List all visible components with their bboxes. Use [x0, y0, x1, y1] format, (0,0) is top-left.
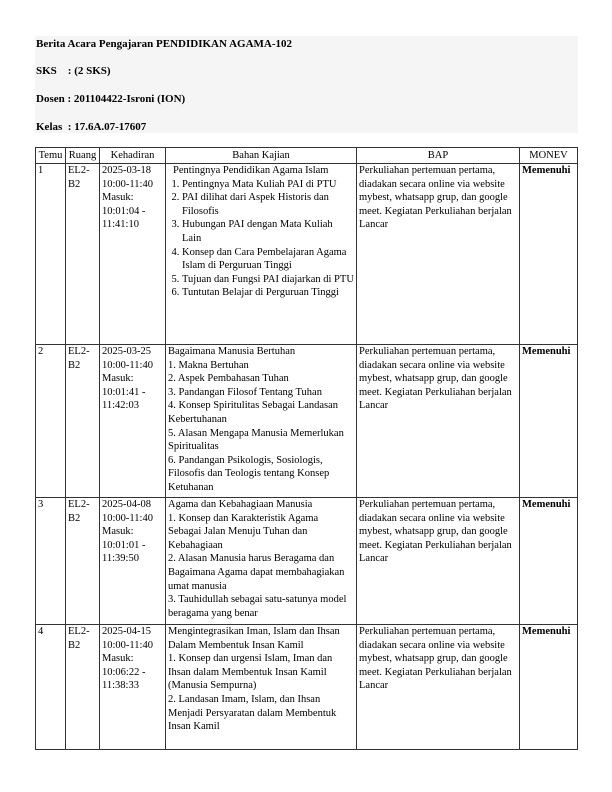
kajian-line: Bagaimana Manusia Bertuhan: [168, 346, 296, 357]
bap-table: [35, 147, 578, 750]
col-header-monev: MONEV: [520, 148, 578, 164]
list-item: 3. Hubungan PAI dengan Mata Kuliah Lain: [182, 218, 354, 245]
bap-cell: Perkuliahan pertemuan pertama, diadakan secara online via website mybest, whatsapp grup, dan google meet. Kegiatan Perkuliahan berjalan Lancar: [357, 164, 520, 345]
masuk-label: Masuk:: [102, 653, 134, 665]
table-row: [36, 164, 578, 345]
kajian-line: 3. Pandangan Filosof Tentang Tuhan: [168, 386, 322, 398]
col-header-ruang: Ruang: [66, 148, 100, 164]
col-header-bap: BAP: [357, 148, 520, 164]
bahan-kajian-cell: [166, 345, 357, 498]
kajian-line: 1. Makna Bertuhan: [168, 359, 249, 371]
list-item: 5. Tujuan dan Fungsi PAI diajarkan di PTU: [182, 273, 354, 287]
list-item: 1. Pentingnya Mata Kuliah PAI di PTU: [182, 178, 354, 192]
bap-cell: Perkuliahan pertemuan pertama, diadakan secara online via website mybest, whatsapp grup, dan google meet. Kegiatan Perkuliahan berjalan Lancar: [357, 345, 520, 498]
time-slot: 10:00-11:40: [102, 512, 153, 524]
ruang-cell: EL2-B2: [66, 625, 100, 750]
kajian-line: 3. Tauhidullah sebagai satu-satunya model beragama yang benar: [168, 594, 347, 619]
check-out: 11:41:10: [102, 219, 139, 231]
kehadiran-cell: [100, 164, 166, 345]
time-slot: 10:00-11:40: [102, 359, 153, 371]
kehadiran-cell: [100, 345, 166, 498]
list-item: 2. PAI dilihat dari Aspek Historis dan Filosofis: [182, 191, 354, 218]
temu-cell: 1: [36, 164, 66, 345]
check-in: 10:06:22 -: [102, 666, 146, 678]
kajian-line: 4. Konsep Spiritulitas Sebagai Landasan Kebertuhanan: [168, 400, 339, 425]
kajian-line: Mengintegrasikan Iman, Islam dan Ihsan Dalam Membentuk Insan Kamil: [168, 626, 340, 651]
monev-cell: Memenuhi: [520, 345, 578, 498]
document-title: Berita Acara Pengajaran PENDIDIKAN AGAMA-102: [36, 38, 293, 50]
kajian-line: 2. Alasan Manusia harus Beragama dan Bagaimana Agama dapat membahagiakan umat manusia: [168, 553, 345, 592]
col-header-kehadiran: Kehadiran: [100, 148, 166, 164]
date: 2025-04-08: [102, 499, 151, 510]
col-header-bahan-kajian: Bahan Kajian: [166, 148, 357, 164]
kajian-title: Pentingnya Pendidikan Agama Islam: [173, 165, 329, 176]
kajian-line: 2. Aspek Pembahasan Tuhan: [168, 373, 289, 385]
kajian-line: 2. Landasan Imam, Islam, dan Ihsan Menjadi Persyaratan dalam Membentuk Insan Kamil: [168, 693, 337, 733]
bap-cell: Perkuliahan pertemuan pertama, diadakan secara online via website mybest, whatsapp grup, dan google meet. Kegiatan Perkuliahan berjalan Lancar: [357, 625, 520, 750]
header-panel: [35, 36, 578, 133]
ruang-cell: EL2-B2: [66, 498, 100, 625]
kajian-line: 1. Konsep dan Karakteristik Agama Sebagai Jalan Menuju Tuhan dan Kebahagiaan: [168, 512, 319, 551]
masuk-label: Masuk:: [102, 373, 134, 385]
masuk-label: Masuk:: [102, 192, 134, 204]
table-row: [36, 625, 578, 750]
kajian-line: 5. Alasan Mengapa Manusia Memerlukan Spiritualitas: [168, 427, 344, 453]
bahan-kajian-cell: [166, 625, 357, 750]
list-item: 4. Konsep dan Cara Pembelajaran Agama Islam di Perguruan Tinggi: [182, 246, 354, 273]
ruang-cell: EL2-B2: [66, 345, 100, 498]
time-slot: 10:00-11:40: [102, 639, 153, 651]
dosen-info: Dosen : 201104422-Isroni (ION): [36, 93, 186, 105]
monev-cell: Memenuhi: [520, 498, 578, 625]
masuk-label: Masuk:: [102, 526, 134, 538]
table-header-row: [36, 148, 578, 164]
monev-cell: Memenuhi: [520, 625, 578, 750]
table-row: [36, 345, 578, 498]
temu-cell: 2: [36, 345, 66, 498]
col-header-temu: Temu: [36, 148, 66, 164]
check-in: 10:01:01 -: [102, 539, 146, 551]
date: 2025-03-25: [102, 346, 151, 357]
monev-cell: Memenuhi: [520, 164, 578, 345]
bap-cell: Perkuliahan pertemuan pertama, diadakan secara online via website mybest, whatsapp grup, dan google meet. Kegiatan Perkuliahan berjalan Lancar: [357, 498, 520, 625]
check-out: 11:42:03: [102, 400, 139, 412]
kajian-line: 6. Pandangan Psikologis, Sosiologis, Filosofis dan Teologis tentang Konsep Ketuhanan: [168, 454, 330, 493]
kajian-list: [168, 178, 354, 300]
temu-cell: 3: [36, 498, 66, 625]
kajian-line: 1. Konsep dan urgensi Islam, Iman dan Ihsan dalam Membentuk Insan Kamil (Manusia Sempurna): [168, 653, 333, 692]
kelas-info: Kelas : 17.6A.07-17607: [36, 121, 147, 133]
kehadiran-cell: [100, 625, 166, 750]
table-row: [36, 498, 578, 625]
time-slot: 10:00-11:40: [102, 178, 153, 190]
check-in: 10:01:04 -: [102, 205, 146, 217]
kajian-line: Agama dan Kebahagiaan Manusia: [168, 499, 313, 510]
bahan-kajian-cell: [166, 164, 357, 345]
ruang-cell: EL2-B2: [66, 164, 100, 345]
check-out: 11:39:50: [102, 553, 139, 565]
list-item: 6. Tuntutan Belajar di Perguruan Tinggi: [182, 286, 354, 300]
sks-info: SKS : (2 SKS): [36, 65, 111, 77]
check-out: 11:38:33: [102, 680, 139, 692]
check-in: 10:01:41 -: [102, 386, 146, 398]
date: 2025-03-18: [102, 165, 151, 176]
date: 2025-04-15: [102, 626, 151, 637]
temu-cell: 4: [36, 625, 66, 750]
kehadiran-cell: [100, 498, 166, 625]
bahan-kajian-cell: [166, 498, 357, 625]
